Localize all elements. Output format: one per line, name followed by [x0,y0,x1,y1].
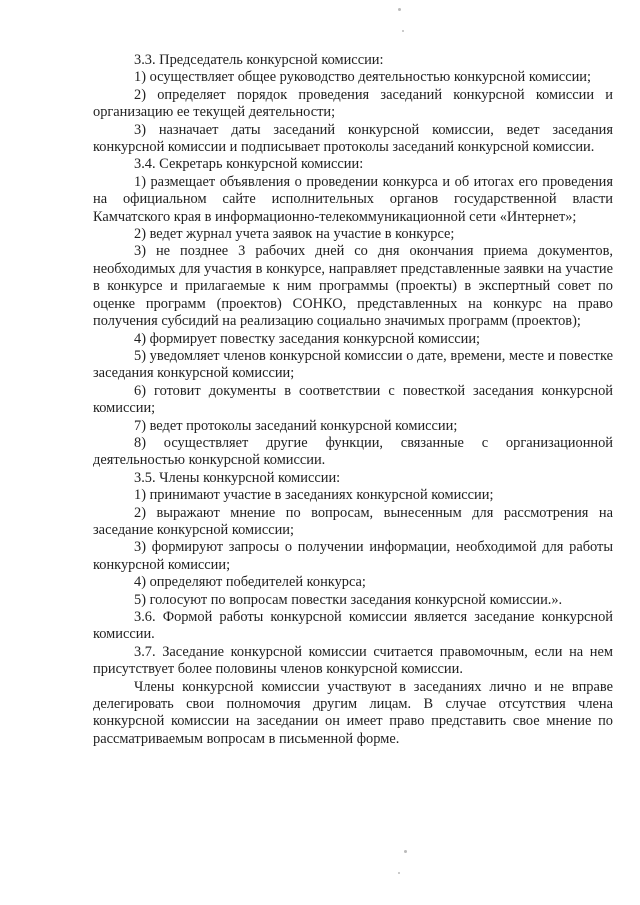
paragraph: 7) ведет протоколы заседаний конкурсной комиссии; [134,417,458,434]
paragraph: 1) осуществляет общее руководство деятельностью конкурсной комиссии; [134,69,591,86]
scan-speck [402,30,404,32]
paragraph: 1) размещает объявления о проведении конкурса и об итогах его проведения на официальном сайте исполнительных органов государственной власти Камчатского края в информационно-телекоммуникационной сети «Интернет»; [93,173,613,225]
paragraph: 4) определяют победителей конкурса; [134,574,366,591]
paragraph: Члены конкурсной комиссии участвуют в заседаниях лично и не вправе делегировать свои полномочия другим лицам. В случае отсутствия члена конкурсной комиссии на заседании он имеет право представить свое мнение по рассматриваемым вопросам в письменной форме. [93,678,613,747]
paragraph: 6) готовит документы в соответствии с повесткой заседания конкурсной комиссии; [93,382,613,417]
document-page [93,52,613,748]
paragraph: 2) выражают мнение по вопросам, вынесенным для рассмотрения на заседание конкурсной комиссии; [93,504,613,538]
scan-speck [404,850,407,853]
section-3-5-heading: 3.5. Члены конкурсной комиссии: [134,469,341,486]
paragraph: 4) формирует повестку заседания конкурсной комиссии; [134,330,481,347]
paragraph: 5) голосуют по вопросам повестки заседания конкурсной комиссии.». [134,591,563,608]
scan-speck [398,872,400,874]
section-3-7-paragraph: 3.7. Заседание конкурсной комиссии считается правомочным, если на нем присутствует более половины членов конкурсной комиссии. [93,643,613,678]
paragraph: 8) осуществляет другие функции, связанные с организационной деятельностью конкурсной комиссии. [93,434,613,469]
section-3-4-heading: 3.4. Секретарь конкурсной комиссии: [134,156,364,173]
paragraph: 1) принимают участие в заседаниях конкурсной комиссии; [134,487,494,504]
section-3-3-heading: 3.3. Председатель конкурсной комиссии: [134,52,384,68]
paragraph: 3) формируют запросы о получении информации, необходимой для работы конкурсной комиссии; [93,539,613,573]
paragraph: 2) определяет порядок проведения заседаний конкурсной комиссии и организацию ее текущей деятельности; [93,86,613,121]
paragraph: 2) ведет журнал учета заявок на участие в конкурсе; [134,226,455,243]
scan-speck [398,8,401,11]
paragraph: 3) не позднее 3 рабочих дней со дня окончания приема документов, необходимых для участия в конкурсе, направляет представленные заявки на участие в конкурсе и прилагаемые к ним программы (проекты) в экспертный совет по оценке программ (проектов) СОНКО, представленных на конкурс на право получения субсидий на реализацию социально значимых программ (проектов); [93,243,613,330]
paragraph: 5) уведомляет членов конкурсной комиссии о дате, времени, месте и повестке заседания конкурсной комиссии; [93,347,613,382]
section-3-6-paragraph: 3.6. Формой работы конкурсной комиссии является заседание конкурсной комиссии. [93,609,613,643]
paragraph: 3) назначает даты заседаний конкурсной комиссии, ведет заседания конкурсной комиссии и подписывает протоколы заседаний конкурсной комиссии. [93,121,613,156]
